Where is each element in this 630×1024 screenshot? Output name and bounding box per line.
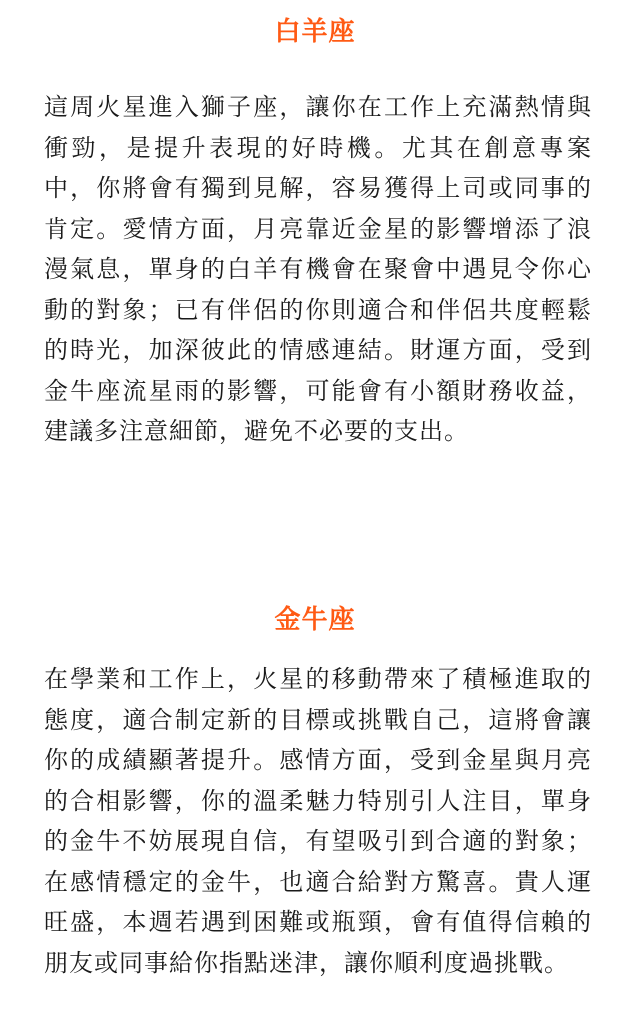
sign-description-taurus: 在學業和工作上，火星的移動帶來了積極進取的態度，適合制定新的目標或挑戰自己，這將會讓你的成績顯著提升。感情方面，受到金星與月亮的合相影響，你的溫柔魅力特別引人注目，單身的金牛不妨展現自信，有望吸引到合適的對象；在感情穩定的金牛，也適合給對方驚喜。貴人運旺盛，本週若遇到困難或瓶頸，會有值得信賴的朋友或同事給你指點迷津，讓你順利度過挑戰。 — [44, 665, 592, 977]
sign-description-aries: 這周火星進入獅子座，讓你在工作上充滿熱情與衝勁，是提升表現的好時機。尤其在創意專案中，你將會有獨到見解，容易獲得上司或同事的肯定。愛情方面，月亮靠近金星的影響增添了浪漫氣息，單身的白羊有機會在聚會中遇見令你心動的對象；已有伴侶的你則適合和伴侶共度輕鬆的時光，加深彼此的情感連結。財運方面，受到金牛座流星雨的影響，可能會有小額財務收益，建議多注意細節，避免不必要的支出。 — [44, 93, 592, 445]
sign-title-aries: 白羊座 — [274, 17, 356, 47]
sign-title-taurus: 金牛座 — [274, 605, 356, 635]
